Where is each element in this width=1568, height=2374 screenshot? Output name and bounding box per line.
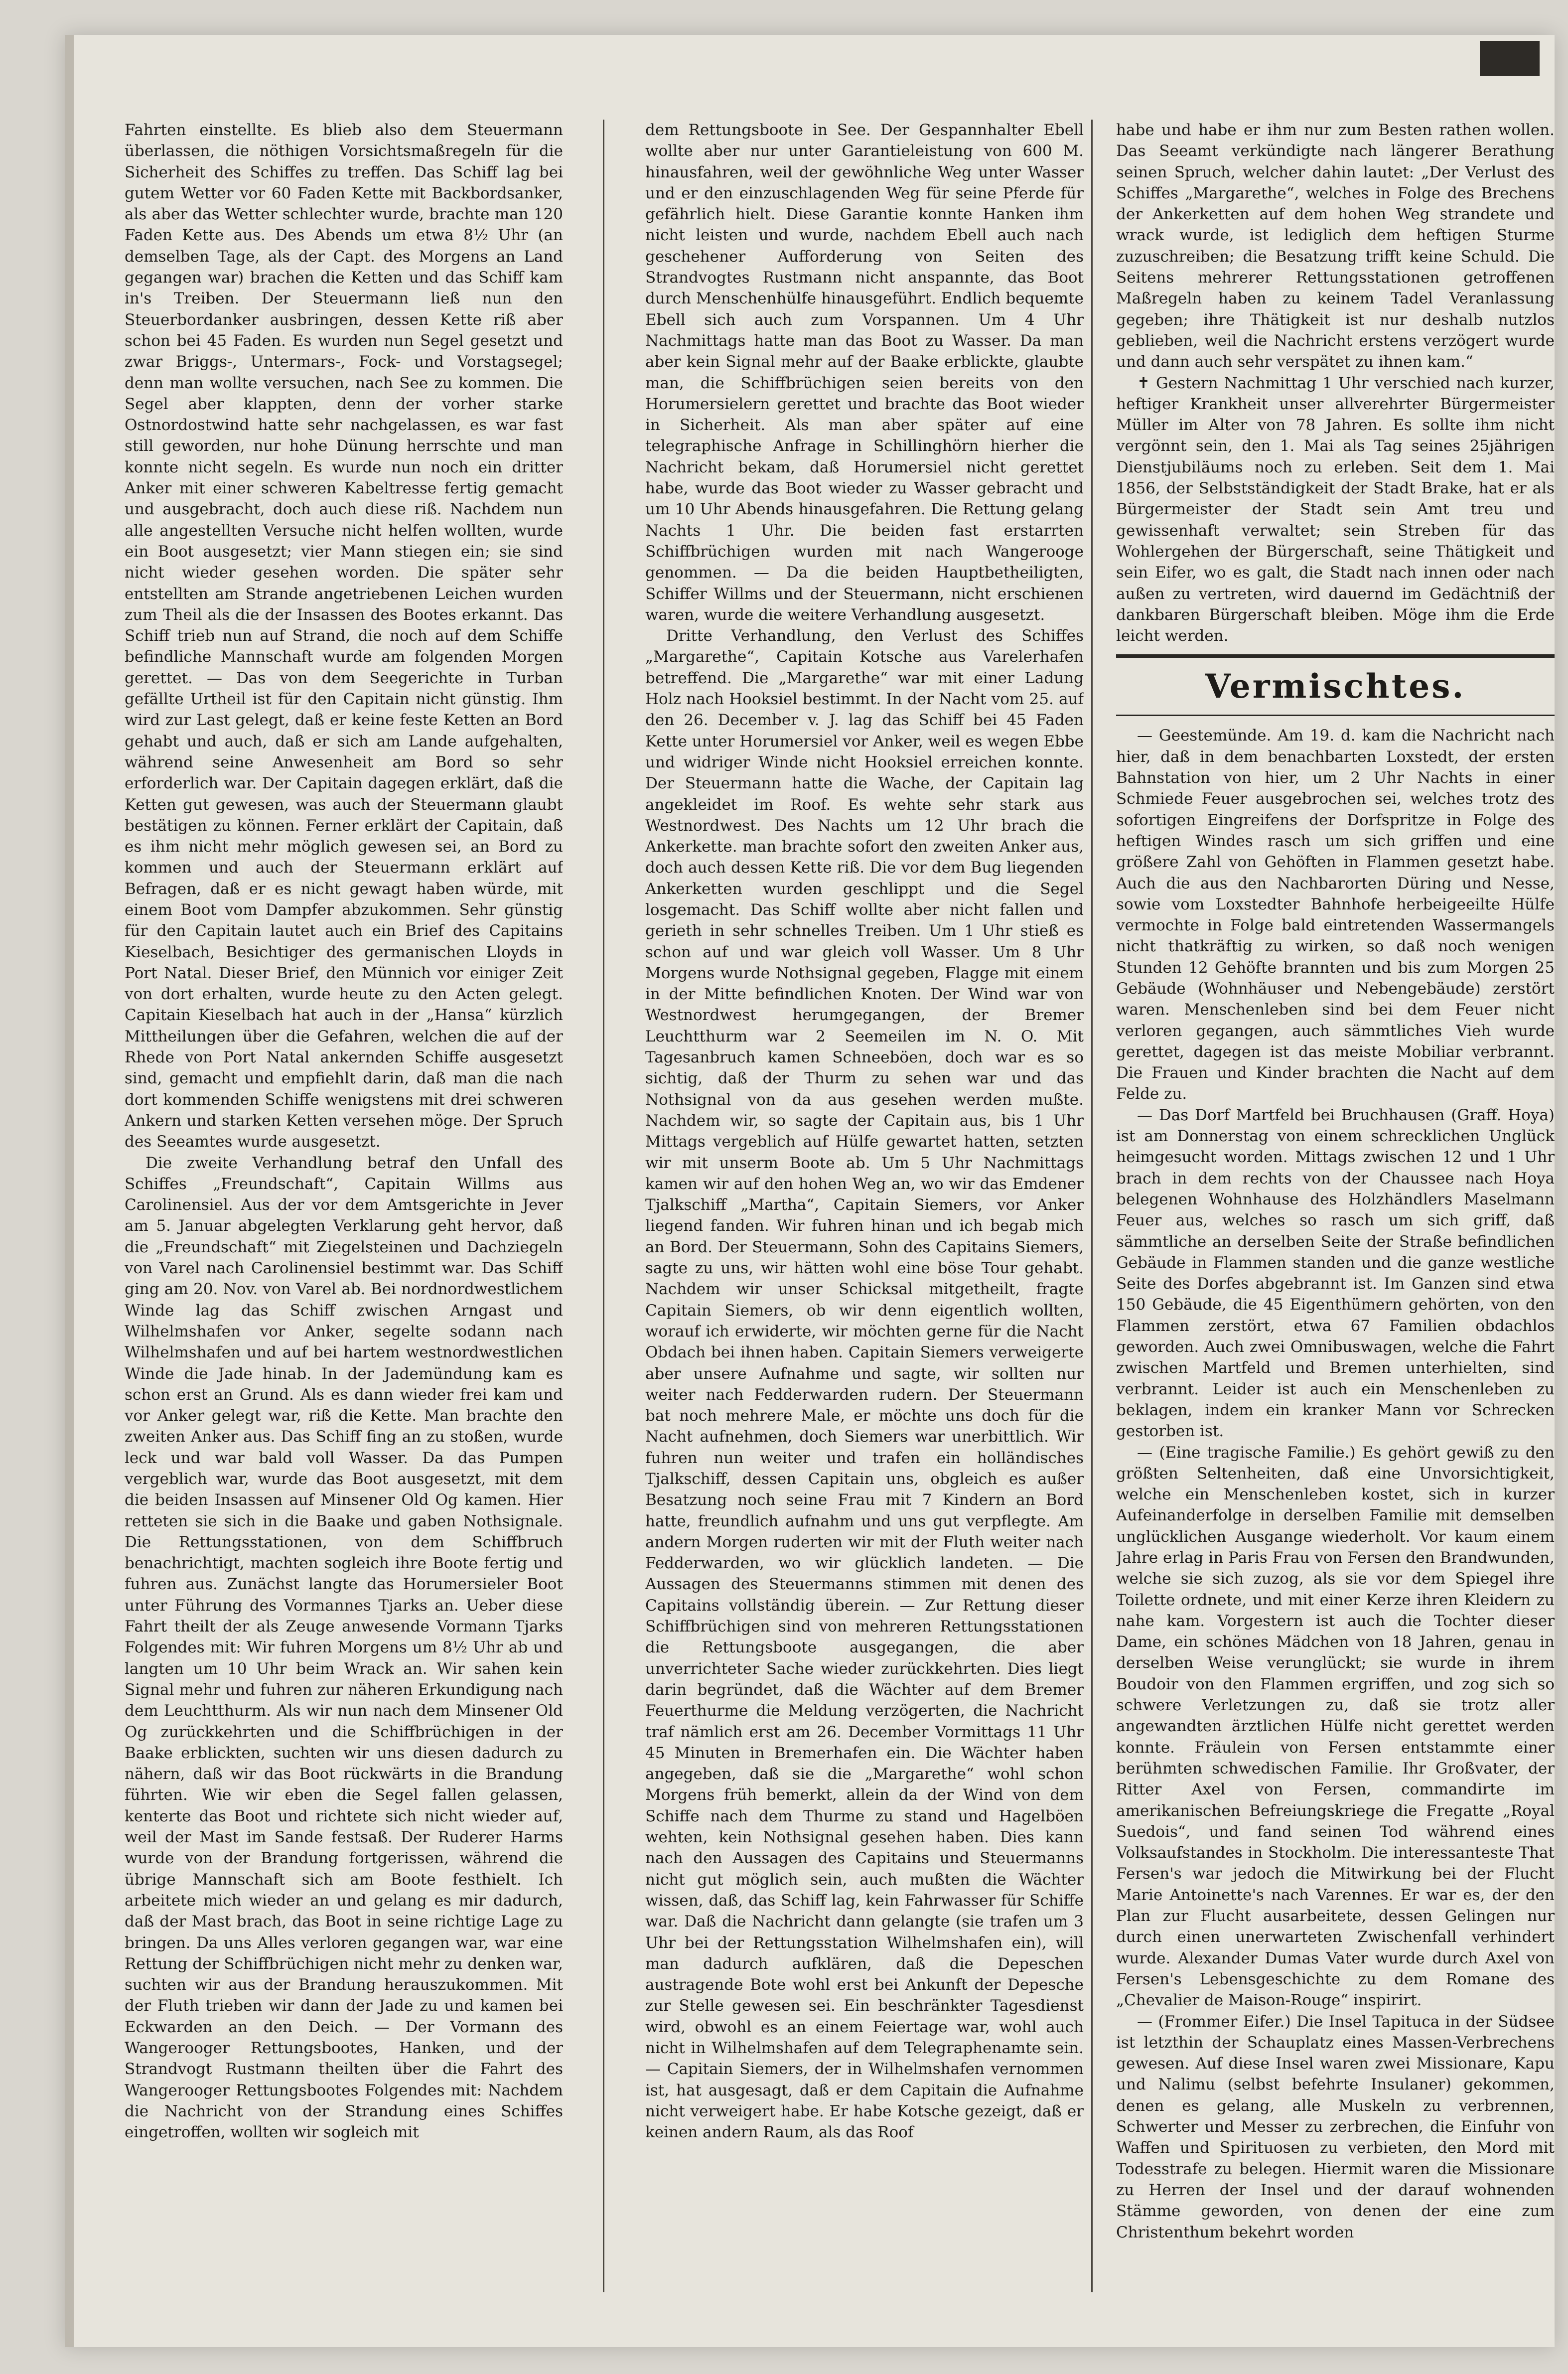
news-item: — (Frommer Eifer.) Die Insel Tapituca in der Südsee ist letzthin der Schauplatz eines Massen-Verbrechens gewesen. Auf diese Insel waren zwei Missionare, Kapu und Nalimu (selbst befehrte Insulaner) gekommen, denen es gelang, alle Muskeln zu verbrennen, Schwerter und Messer zu zerbrechen, die Einfuhr von Waffen und Spirituosen zu verbieten, den Mord mit Todesstrafe zu belegen. Hiermit waren die Missionare zu Herren der Insel und der darauf wohnenden Stämme geworden, von denen der eine zum Christenthum bekehrt worden bbox=[1116, 2012, 1555, 2241]
section-heading: Vermischtes. bbox=[1205, 667, 1466, 706]
article-text: Dritte Verhandlung, den Verlust des Schiffes „Margarethe“, Capitain Kotsche aus Varelerhafen betreffend. Die „Margarethe“ war mit einer Ladung Holz nach Hooksiel bestimmt. In der Nacht vom 25. auf den 26. December v. J. lag das Schiff bei 45 Faden Kette unter Horumersiel vor Anker, weil es wegen Ebbe und widriger Winde nicht Hooksiel erreichen konnte. Der Steuermann hatte die Wache, der Capitain lag angekleidet im Roof. Es wehte sehr stark aus Westnordwest. Des Nachts um 12 Uhr brach die Ankerkette. man brachte sofort den zweiten Anker aus, doch auch dessen Kette riß. Die vor dem Bug liegenden Ankerketten wurden geschlippt und die Segel losgemacht. Das Schiff wollte aber nicht fallen und gerieth in sehr schnelles Treiben. Um 1 Uhr stieß es schon auf und war gleich voll Wasser. Um 8 Uhr Morgens wurde Nothsignal gegeben, Flagge mit einem in der Mitte befindlichen Knoten. Der Wind war von Westnordwest herumgegangen, der Bremer Leuchtthurm war 2 Seemeilen im N. O. Mit Tagesanbruch kamen Schneeböen, doch war es so sichtig, daß der Thurm zu sehen war und das Nothsignal von da aus gesehen werden mußte. Nachdem wir, so sagte der Capitain aus, bis 1 Uhr Mittags vergeblich auf Hülfe gewartet hatten, setzten wir mit unserm Boote ab. Um 5 Uhr Nachmittags kamen wir auf den hohen Weg an, wo wir das Emdener Tjalkschiff „Martha“, Capitain Siemers, vor Anker liegend fanden. Wir fuhren hinan und ich begab mich an Bord. Der Steuermann, Sohn des Capitains Siemers, sagte zu uns, wir hätten wohl eine böse Tour gehabt. Nachdem wir unser Schicksal mitgetheilt, fragte Capitain Siemers, ob wir denn eigentlich wollten, worauf ich erwiderte, wir möchten gerne für die Nacht Obdach bei ihnen haben. Capitain Siemers verweigerte aber unsere Aufnahme und sagte, wir sollten nur weiter nach Fedderwarden rudern. Der Steuermann bat noch mehrere Male, er möchte uns doch für die Nacht aufnehmen, doch Siemers war unerbittlich. Wir fuhren nun weiter und trafen ein holländisches Tjalkschiff, dessen Capitain uns, obgleich es außer Besatzung noch seine Frau mit 7 Kindern an Bord hatte, freundlich aufnahm und uns gut verpflegte. Am andern Morgen ruderten wir mit der Fluth weiter nach Fedderwarden, wo wir glücklich landeten. — Die Aussagen des Steuermanns stimmen mit denen des Capitains vollständig überein. — Zur Rettung dieser Schiffbrüchigen sind von mehreren Rettungsstationen die Rettungsboote ausgegangen, die aber unverrichteter Sache wieder zurückkehrten. Dies liegt darin begründet, daß die Wächter auf dem Bremer Feuerthurme die Meldung verzögerten, die Nachricht traf nämlich erst am 26. December Vormittags 11 Uhr 45 Minuten in Bremerhafen ein. Die Wächter haben angegeben, daß sie die „Margarethe“ wohl schon Morgens früh bemerkt, allein da der Wind von dem Schiffe nach dem Thurme zu stand und Hagelböen wehten, kein Nothsignal gesehen haben. Dies kann nach den Aussagen des Capitains und Steuermanns nicht gut möglich sein, auch mußten die Wächter wissen, daß, das Schiff lag, kein Fahrwasser für Schiffe war. Daß die Nachricht dann gelangte (sie trafen um 3 Uhr bei der Rettungsstation Wilhelmshafen ein), will man dadurch aufklären, daß die Depeschen austragende Bote wohl erst bei Ankunft der Depesche zur Stelle gewesen sei. Ein beschränkter Tagesdienst wird, obwohl es an einem Feiertage war, wohl auch nicht in Wilhelmshafen auf dem Telegraphenamte sein. — Capitain Siemers, der in Wilhelmshafen vernommen ist, hat ausgesagt, daß er dem Capitain die Aufnahme nicht verweigert habe. Er habe Kotsche gezeigt, daß er keinen andern Raum, als das Roof bbox=[645, 627, 1084, 2142]
newspaper-page bbox=[65, 35, 1555, 2347]
column-left bbox=[125, 120, 563, 2292]
news-item: — (Eine tragische Familie.) Es gehört gewiß zu den größten Seltenheiten, daß eine Unvorsichtigkeit, welche ein Menschenleben kostet, sich in kurzer Aufeinanderfolge in derselben Familie mit demselben unglücklichen Ausgange wiederholt. Vor kaum einem Jahre erlag in Paris Frau von Fersen den Brandwunden, welche sie sich zuzog, als sie vor dem Spiegel ihre Toilette ordnete, und mit einer Kerze ihren Kleidern zu nahe kam. Vorgestern ist auch die Tochter dieser Dame, ein schönes Mädchen von 18 Jahren, genau in derselben Weise verunglückt; sie wurde in ihrem Boudoir von den Flammen ergriffen, und zog sich so schwere Verletzungen zu, daß sie trotz aller angewandten ärztlichen Hülfe nicht gerettet werden konnte. Fräulein von Fersen entstammte einer berühmten schwedischen Familie. Ihr Großvater, der Ritter Axel von Fersen, commandirte im amerikanischen Befreiungskriege die Fregatte „Royal Suedois“, und fand seinen Tod während eines Volksaufstandes in Stockholm. Die interessanteste That Fersen's war jedoch die Mitwirkung bei der Flucht Marie Antoinette's nach Varennes. Er war es, der den Plan zur Flucht ausarbeitete, dessen Gelingen nur durch einen unerwarteten Zwischenfall verhindert wurde. Alexander Dumas Vater wurde durch Axel von Fersen's Lebensgeschichte zu dem Romane des „Chevalier de Maison-Rouge“ inspirirt. bbox=[1116, 1443, 1555, 2010]
column-middle bbox=[645, 120, 1084, 2292]
article-text: Die zweite Verhandlung betraf den Unfall des Schiffes „Freundschaft“, Capitain Willms aus Carolinensiel. Aus der vor dem Amtsgerichte in Jever am 5. Januar abgelegten Verklarung geht hervor, daß die „Freundschaft“ mit Ziegelsteinen und Dachziegeln von Varel nach Carolinensiel bestimmt war. Das Schiff ging am 20. Nov. von Varel ab. Bei nordnordwestlichem Winde lag das Schiff zwischen Arngast und Wilhelmshafen vor Anker, segelte sodann nach Wilhelmshafen und auf bei hartem westnordwestlichen Winde die Jade hinab. In der Jademündung kam es schon erst an Grund. Als es dann wieder frei kam und vor Anker gelegt war, riß die Kette. Man brachte den zweiten Anker aus. Das Schiff fing an zu stoßen, wurde leck und war bald voll Wasser. Da das Pumpen vergeblich war, wurde das Boot ausgesetzt, mit dem die beiden Insassen auf Minsener Old Og kamen. Hier retteten sie sich in die Baake und gaben Nothsignale. Die Rettungsstationen, von dem Schiffbruch benachrichtigt, machten sogleich ihre Boote fertig und fuhren aus. Zunächst langte das Horumersieler Boot unter Führung des Vormannes Tjarks an. Ueber diese Fahrt theilt der als Zeuge anwesende Vormann Tjarks Folgendes mit: Wir fuhren Morgens um 8½ Uhr ab und langten um 10 Uhr beim Wrack an. Wir sahen kein Signal mehr und fuhren zur näheren Erkundigung nach dem Leuchtthurm. Als wir nun nach dem Minsener Old Og zurückkehrten und die Schiffbrüchigen in der Baake erblickten, suchten wir uns diesen dadurch zu nähern, daß wir das Boot rückwärts in die Brandung führten. Wie wir eben die Segel fallen gelassen, kenterte das Boot und richtete sich nicht wieder auf, weil der Mast im Sande festsaß. Der Ruderer Harms wurde von der Brandung fortgerissen, während die übrige Mannschaft sich am Boote festhielt. Ich arbeitete mich wieder an und gelang es mir dadurch, daß der Mast brach, das Boot in seine richtige Lage zu bringen. Da uns Alles verloren gegangen war, war eine Rettung der Schiffbrüchigen nicht mehr zu denken war, suchten wir aus der Brandung herauszukommen. Mit der Fluth trieben wir dann der Jade zu und kamen bei Eckwarden an den Deich. — Der Vormann des Wangerooger Rettungsbootes, Hanken, und der Strandvogt Rustmann theilten über die Fahrt des Wangerooger Rettungsbootes Folgendes mit: Nachdem die Nachricht von der Strandung eines Schiffes eingetroffen, wollten wir sogleich mit bbox=[125, 1154, 563, 2142]
column-rule bbox=[1091, 120, 1093, 2292]
column-right bbox=[1116, 120, 1555, 2292]
section-divider bbox=[1116, 715, 1555, 716]
article-text: dem Rettungsboote in See. Der Gespannhalter Ebell wollte aber nur unter Garantieleistung von 600 M. hinausfahren, weil der gewöhnliche Weg unter Wasser und er den einzuschlagenden Weg für seine Pferde für gefährlich hielt. Diese Garantie konnte Hanken ihm nicht leisten und wurde, nachdem Ebell auch nach geschehener Aufforderung von Seiten des Strandvogtes Rustmann nicht anspannte, das Boot durch Menschenhülfe hinausgeführt. Endlich bequemte Ebell sich auch zum Vorspannen. Um 4 Uhr Nachmittags hatte man das Boot zu Wasser. Da man aber kein Signal mehr auf der Baake erblickte, glaubte man, die Schiffbrüchigen seien bereits von den Horumersielern gerettet und brachte das Boot wieder in Sicherheit. Als man aber später auf eine telegraphische Anfrage in Schillinghörn hierher die Nachricht bekam, daß Horumersiel nicht gerettet habe, wurde das Boot wieder zu Wasser gebracht und um 10 Uhr Abends hinausgefahren. Die Rettung gelang Nachts 1 Uhr. Die beiden fast erstarrten Schiffbrüchigen wurden mit nach Wangerooge genommen. — Da die beiden Hauptbetheiligten, Schiffer Willms und der Steuermann, nicht erschienen waren, wurde die weitere Verhandlung ausgesetzt. bbox=[645, 121, 1084, 624]
article-text: habe und habe er ihm nur zum Besten rathen wollen. Das Seeamt verkündigte nach längerer Berathung seinen Spruch, welcher dahin lautet: „Der Verlust des Schiffes „Margarethe“, welches in Folge des Brechens der Ankerketten auf dem hohen Weg strandete und wrack wurde, ist lediglich dem heftigen Sturme zuzuschreiben; die Besatzung trifft keine Schuld. Die Seitens mehrerer Rettungsstationen getroffenen Maßregeln haben zu keinem Tadel Veranlassung gegeben; ihre Thätigkeit ist nur deshalb nutzlos geblieben, weil die Nachricht erstens verzögert wurde und dann auch sehr verspätet zu ihnen kam.“ bbox=[1116, 121, 1555, 371]
obituary-text: ✝ Gestern Nachmittag 1 Uhr verschied nach kurzer, heftiger Krankheit unser allverehrter Bürgermeister Müller im Alter von 78 Jahren. Es sollte ihm nicht vergönnt sein, den 1. Mai als Tag seines 25jährigen Dienstjubiläums noch zu erleben. Seit dem 1. Mai 1856, der Selbstständigkeit der Stadt Brake, hat er als Bürgermeister der Stadt sein Amt treu und gewissenhaft verwaltet; sein Streben für das Wohlergehen der Bürgerschaft, seine Thätigkeit und sein Eifer, wo es galt, die Stadt nach innen oder nach außen zu vertreten, wird dauernd im Gedächtniß der dankbaren Bürgerschaft bleiben. Möge ihm die Erde leicht werden. bbox=[1116, 374, 1555, 645]
article-text: Fahrten einstellte. Es blieb also dem Steuermann überlassen, die nöthigen Vorsichtsmaßregeln für die Sicherheit des Schiffes zu treffen. Das Schiff lag bei gutem Wetter vor 60 Faden Kette mit Backbordsanker, als aber das Wetter schlechter wurde, brachte man 120 Faden Kette aus. Des Abends um etwa 8½ Uhr (an demselben Tage, als der Capt. des Morgens an Land gegangen war) brachen die Ketten und das Schiff kam in's Treiben. Der Steuermann ließ nun den Steuerbordanker ausbringen, dessen Kette riß aber schon bei 45 Faden. Es wurden nun Segel gesetzt und zwar Briggs-, Untermars-, Fock- und Vorstagsegel; denn man wollte versuchen, nach See zu kommen. Die Segel aber klappten, denn der vorher starke Ostnordostwind hatte sehr nachgelassen, es war fast still geworden, nur hohe Dünung herrschte und man konnte nicht segeln. Es wurde nun noch ein dritter Anker mit einer schweren Kabeltresse fertig gemacht und ausgebracht, doch auch diese riß. Nachdem nun alle angestellten Versuche nicht helfen wollten, wurde ein Boot ausgesetzt; vier Mann stiegen ein; sie sind nicht wieder gesehen worden. Die später sehr entstellten am Strande angetriebenen Leichen wurden zum Theil als die der Insassen des Bootes erkannt. Das Schiff trieb nun auf Strand, die noch auf dem Schiffe befindliche Mannschaft wurde am folgenden Morgen gerettet. — Das von dem Seegerichte in Turban gefällte Urtheil ist für den Capitain nicht günstig. Ihm wird zur Last gelegt, daß er keine feste Ketten an Bord gehabt und auch, daß er sich am Lande aufgehalten, während seine Anwesenheit am Bord so sehr erforderlich war. Der Capitain dagegen erklärt, daß die Ketten gut gewesen, was auch der Steuermann glaubt bestätigen zu können. Ferner erklärt der Capitain, daß es ihm nicht mehr möglich gewesen sei, an Bord zu kommen und auch der Steuermann erklärt auf Befragen, daß er es nicht gewagt haben würde, mit einem Boot vom Dampfer abzukommen. Sehr günstig für den Capitain lautet auch ein Brief des Capitains Kieselbach, Besichtiger des germanischen Lloyds in Port Natal. Dieser Brief, den Münnich vor einiger Zeit von dort erhalten, wurde heute zu den Acten gelegt. Capitain Kieselbach hat auch in der „Hansa“ kürzlich Mittheilungen über die Gefahren, welchen die auf der Rhede von Port Natal ankernden Schiffe ausgesetzt sind, gemacht und empfiehlt darin, daß man die nach dort kommenden Schiffe wenigstens mit drei schweren Ankern und starken Ketten versehen möge. Der Spruch des Seeamtes wurde ausgesetzt. bbox=[125, 121, 563, 1151]
section-divider bbox=[1116, 654, 1555, 658]
column-rule bbox=[603, 120, 604, 2292]
news-item: — Das Dorf Martfeld bei Bruchhausen (Graff. Hoya) ist am Donnerstag von einem schrecklichen Unglück heimgesucht worden. Mittags zwischen 12 und 1 Uhr brach in dem rechts von der Chaussee nach Hoya belegenen Wohnhause des Holzhändlers Maselmann Feuer aus, welches so rasch um sich griff, daß sämmtliche an derselben Seite der Straße befindlichen Gebäude in Flammen standen und die ganze westliche Seite des Dorfes abgebrannt ist. Im Ganzen sind etwa 150 Gebäude, die 45 Eigenthümern gehörten, von den Flammen zerstört, etwa 67 Familien obdachlos geworden. Auch zwei Omnibuswagen, welche die Fahrt zwischen Martfeld und Bremen unterhielten, sind verbrannt. Leider ist auch ein Menschenleben zu beklagen, indem ein kranker Mann vor Schrecken gestorben ist. bbox=[1116, 1106, 1555, 1441]
binding-clip bbox=[1480, 41, 1540, 76]
news-item: — Geestemünde. Am 19. d. kam die Nachricht nach hier, daß in dem benachbarten Loxstedt, der ersten Bahnstation von hier, um 2 Uhr Nachts in einer Schmiede Feuer ausgebrochen sei, welches trotz des sofortigen Eingreifens der Dorfspritze in Folge des heftigen Windes rasch um sich griffen und eine größere Zahl von Gehöften in Flammen gesetzt habe. Auch die aus den Nachbarorten Düring und Nesse, sowie vom Loxstedter Bahnhofe herbeigeeilte Hülfe vermochte in Folge bald eintretenden Wassermangels nicht thatkräftig zu wirken, so daß noch wenigen Stunden 12 Gehöfte brannten und bis zum Morgen 25 Gebäude (Wohnhäuser und Nebengebäude) zerstört waren. Menschenleben sind bei dem Feuer nicht verloren gegangen, auch sämmtliches Vieh wurde gerettet, dagegen ist das meiste Mobiliar verbrannt. Die Frauen und Kinder brachten die Nacht auf dem Felde zu. bbox=[1116, 727, 1555, 1103]
